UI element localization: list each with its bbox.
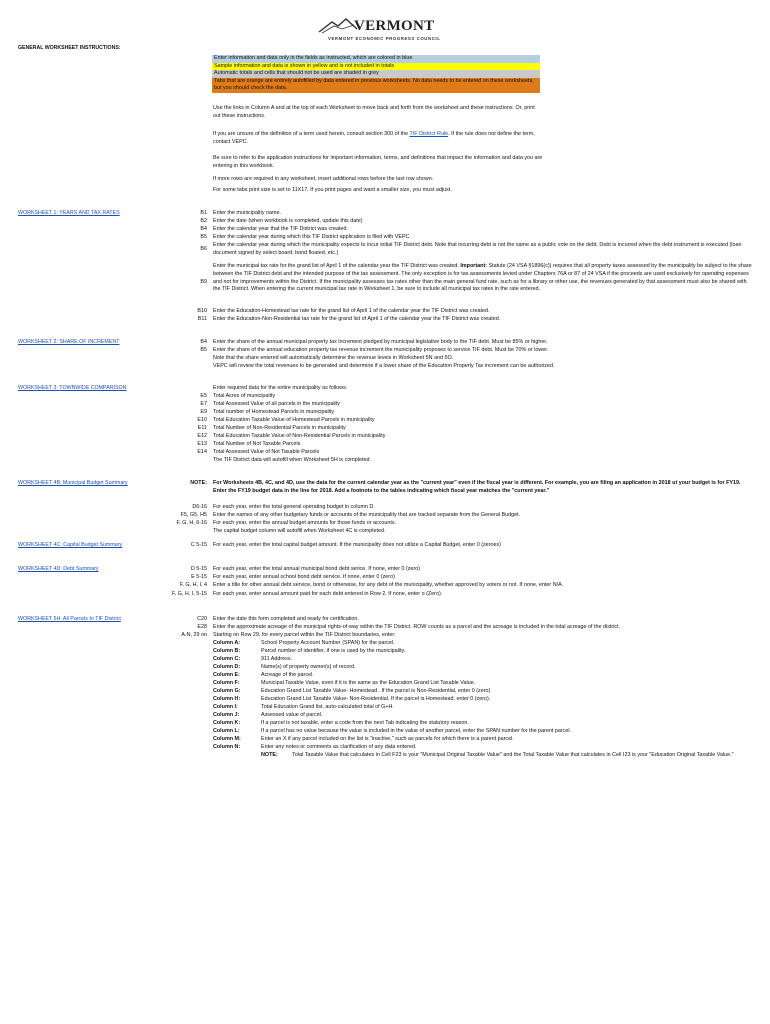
column-label: Column M: (213, 736, 241, 742)
instruction-text: The TIF District data will autofill when Worksheet 5H is completed. (213, 457, 371, 463)
column-desc: Name(s) of property owner(s) of record. (261, 664, 356, 670)
column-desc: If a parcel is not taxable, enter a code from the next Tab indicating the statutory reason. (261, 720, 469, 726)
cell-ref: B11 (197, 316, 207, 322)
cell-ref: A-N, 29 on (181, 632, 207, 638)
column-label: Column I: (213, 704, 238, 710)
note-text: Total Taxable Value that calculates in Cell F23 is your "Municipal Original Taxable Value" and the Total Taxable Value that calculates in Cell I23 is your "Education Original Taxable Value." (292, 752, 734, 758)
instruction-text: For each year, enter annual school bond debt service. If none, enter 0 (zero) (213, 574, 395, 580)
column-desc: Education Grand List Taxable Value- Homestead . If the parcel is Non-Residential, enter 0 (zero) (261, 688, 491, 694)
instruction-text: Total Assessed Value of Not Taxable Parcels (213, 449, 320, 455)
instruction-text: Enter the calendar year during which the municipality expects to incur initial TIF District debt. Note that incurring debt is not the same as a public vote on the debt. Debt is incurred when the debt instrument is executed (loan document signed by select board; bond floated, etc.) (213, 242, 742, 256)
cell-ref: B4 (200, 339, 207, 345)
column-desc: School Property Account Number (SPAN) for the parcel. (261, 640, 395, 646)
column-label: Column E: (213, 672, 240, 678)
instruction-links: Use the links in Column A and at the top of each Worksheet to move back and forth from the worksheet and these instructions. Or, print out these instructions. (213, 105, 535, 119)
instruction-text: Starting on Row 29, for every parcel within the TIF District boundaries, enter: (213, 632, 396, 638)
instruction-text: For each year, enter the total capital budget amount. If the municipality does not utilize a Capital Budget, enter 0 (zeroes) (213, 542, 501, 548)
tif-district-rule-link[interactable]: TIF District Rule (409, 131, 449, 137)
instruction-text: Enter the municipal tax rate for the grand list of April 1 of the calendar year the TIF District was created. Important: Statute (24 VSA §1896(c)) requires that all property taxes assessed by the municipality be subject to the share between the TIF District debt and the intended purpose of the tax assessment. The only exception is for tax assessments levied under Chapters 76A or 87 of 24 VSA if the proceeds are used exclusively for operating expenses and not for improvements within the District. If the municipality assesses tax rates other than the main general fund rate, such as for a library or other use, the revenues generated by that assessment must also be shared with the TIF District. When entering the current municipal tax rate in Worksheet 1, be sure to include all municipal tax rates in the rate entered. (213, 263, 752, 293)
cell-ref: E11 (197, 425, 207, 431)
instruction-text: For each year, enter the total general operating budget in column D. (213, 504, 375, 510)
cell-ref: E13 (197, 441, 207, 447)
cell-ref: F, G, H, 6-16 (176, 520, 207, 526)
instruction-text: For each year, enter the total annual municipal bond debt serice. If none, enter 0 (zero) (213, 566, 421, 572)
instruction-application: Be sure to refer to the application instructions for important information, terms, and definitions that impact the information and data you are entering in this workbook. (213, 155, 543, 169)
legend-blue: Enter information and data only in the fields as instructed, which are colored in blue (212, 55, 540, 63)
column-label: Column K: (213, 720, 241, 726)
instruction-text: Enter the calendar year during which this TIF District application is filed with VEPC. (213, 234, 411, 240)
cell-ref: B9 (200, 279, 207, 285)
cell-ref: B5 (200, 347, 207, 353)
cell-ref: E9 (200, 409, 207, 415)
cell-ref: E 5-15 (191, 574, 207, 580)
instruction-text: Total number of Homestead Parcels in municipality (213, 409, 335, 415)
instruction-text: Total Number of Not Taxable Parcels (213, 441, 301, 447)
mountain-icon (318, 16, 358, 34)
column-desc: 911 Address. (261, 656, 293, 662)
column-label: Column J: (213, 712, 240, 718)
cell-ref: E14 (197, 449, 207, 455)
legend-grey: Automatic totals and cells that should not be used are shaded in grey (212, 70, 540, 78)
cell-ref: D 5-15 (190, 566, 207, 572)
instruction-text: Enter required data for the entire municipality as follows: (213, 385, 348, 391)
column-desc: Acreage of the parcel. (261, 672, 314, 678)
instruction-text: Enter the share of the annual education property tax revenue increment the municipality proposes to service TIF debt. Must be 70% or lower. (213, 347, 549, 353)
instruction-text: Enter the Education-Homestead tax rate for the grand list of April 1 of the calendar year the TIF District was created. (213, 308, 490, 314)
column-label: Column L: (213, 728, 240, 734)
column-label: Column N: (213, 744, 241, 750)
instruction-text: Total Education Taxable Value of Homestead Parcels in municipality (213, 417, 375, 423)
instruction-text: Enter the calendar year that the TIF District was created. (213, 226, 349, 232)
column-desc: Enter any notes or comments as clarification of any data entered. (261, 744, 417, 750)
color-legend (212, 55, 540, 93)
note-label: NOTE: (190, 480, 207, 486)
note-label: NOTE: (261, 752, 278, 758)
note-text: For Worksheets 4B, 4C, and 4D, use the data for the current calendar year as the "current year" even if the fiscal year is different. For example, you are filing an application in 2018 ut your budget is for FY19. Enter the FY19 budget data in the line for 2018. Add a footnote to the tables indicating which fiscal year matches the "current year." (213, 480, 741, 494)
cell-ref: F, G, H, I, 5-15 (171, 591, 207, 597)
worksheet-5h-link[interactable]: WORKSHEET 5H: All Parcels In TIF District (18, 616, 121, 622)
instruction-text: The capital budget column will autofill when Worksheet 4C is completed. (213, 528, 386, 534)
instruction-text: Enter the Education-Non-Residential tax rate for the grand list of April 1 of the calendar year the TIF District was created. (213, 316, 501, 322)
cell-ref: E5 (200, 393, 207, 399)
column-label: Column C: (213, 656, 241, 662)
general-instructions-title: GENERAL WORKSHEET INSTRUCTIONS: (18, 45, 121, 51)
column-desc: Parcel number of identifier, if one is used by the municipality. (261, 648, 406, 654)
instruction-text: Total Acres of municipality (213, 393, 276, 399)
cell-ref: C20 (197, 616, 207, 622)
cell-ref: B1 (200, 210, 207, 216)
cell-ref: B10 (197, 308, 207, 314)
logo-name: VERMONT (354, 18, 435, 34)
worksheet-4c-link[interactable]: WORKSHEET 4C: Capital Budget Summary (18, 542, 123, 548)
column-label: Column A: (213, 640, 241, 646)
cell-ref: F5, G5, H5 (180, 512, 207, 518)
worksheet-1-link[interactable]: WORKSHEET 1: YEARS AND TAX RATES (18, 210, 120, 216)
column-desc: Assessed value of parcel. (261, 712, 323, 718)
column-label: Column G: (213, 688, 241, 694)
instruction-text: Enter the approximate acreage of the municipal rights-of-way within the TIF District. ROW counts as a parcel and the acreage is included in the total acreage of the district. (213, 624, 621, 630)
instruction-text: Enter the date this form completed and ready for certification. (213, 616, 359, 622)
column-label: Column D: (213, 664, 241, 670)
instruction-text: For each year, enter annual amount paid for each debt entered in Row 2. If none, enter o (Zero). (213, 591, 443, 597)
cell-ref: B5 (200, 234, 207, 240)
column-label: Column B: (213, 648, 241, 654)
instruction-text: Enter the date (when workbook is completed, update this date) (213, 218, 363, 224)
instruction-text: Note that the share entered will automatically determine the revenue levels in Worksheet 5N and 5O. (213, 355, 454, 361)
column-desc: Enter an X if any parcel included on the list is "inactive," such as parcels for which there is a parent parcel. (261, 736, 514, 742)
legend-orange: Tabs that are orange are entirely autofilled by data entered in previous worksheets. No data needs to be entered on these worksheets, but you should check the data. (212, 78, 540, 93)
column-desc: If a parcel has no value because the value is included in the value of another parcel, enter the SPAN number for the parent parcel. (261, 728, 572, 734)
instruction-text: Enter the names of any other budgetary funds or accounts of the municipality that are tracked separate from the General Budget. (213, 512, 521, 518)
cell-ref: E7 (200, 401, 207, 407)
logo-subtitle: VERMONT ECONOMIC PROGRESS COUNCIL (328, 36, 441, 41)
instruction-text: Total Number of Non-Residential Parcels in municipality (213, 425, 346, 431)
legend-yellow: Sample information and data is shown in yellow and is not included in totals (212, 63, 540, 71)
instruction-text: VEPC will review the total revenues to be generated and determine if a lower share of the Education Property Tax increment can be authorized. (213, 363, 555, 369)
vermont-logo (318, 14, 448, 44)
column-desc: Municipal Taxable Value, even if it is the same as the Education Grand List Taxable Value. (261, 680, 476, 686)
cell-ref: E28 (197, 624, 207, 630)
column-label: Column F: (213, 680, 240, 686)
instruction-text: Enter the share of the annual municipal property tax increment pledged by municipal legislative body to the TIF debt. Must be 85% or higher. (213, 339, 548, 345)
cell-ref: E12 (197, 433, 207, 439)
instruction-text: Enter the municipality name. (213, 210, 282, 216)
cell-ref: B2 (200, 218, 207, 224)
cell-ref: B4 (200, 226, 207, 232)
instruction-text: Total Education Taxable Value of Non-Residential Parcels in municipality (213, 433, 386, 439)
cell-ref: E10 (197, 417, 207, 423)
instruction-text: For each year, enter the annual budget amounts for those funds or accounts. (213, 520, 397, 526)
column-desc: Education Grand List Taxable Value- Non-Residential. If the parcel is Homestead, enter 0 (zero). (261, 696, 491, 702)
cell-ref: D6-16 (192, 504, 207, 510)
cell-ref: C 5-15 (190, 542, 207, 548)
cell-ref: B6 (200, 246, 207, 252)
instruction-rows: If more rows are required in any worksheet, insert additional rows before the last row shown. (213, 176, 434, 182)
instruction-text: Enter a title for other annual debt service, bond or otherwise, for any debt of the municipality, whether approved by voters or not. If none, enter N/A. (213, 582, 564, 588)
worksheet-3-link[interactable]: WORKSHEET 3: TOWNWIDE COMPARISON (18, 385, 127, 391)
instruction-text: Total Assessed Value of all parcels in the municipality (213, 401, 340, 407)
worksheet-2-link[interactable]: WORKSHEET 2: SHARE OF INCREMENT (18, 339, 120, 345)
instruction-print: For some tabs print size is set to 11X17. If you print pages and want a smaller size, you must adjust. (213, 187, 452, 193)
worksheet-4b-link[interactable]: WORKSHEET 4B: Municipal Budget Summary (18, 480, 128, 486)
instruction-definitions: If you are unsure of the definition of a term used herein, consult section 300 of the TIF District Rule. If the rule does not define the term, contact VEPC. (213, 131, 535, 145)
cell-ref: F, G, H, I, 4 (179, 582, 207, 588)
worksheet-4d-link[interactable]: WORKSHEET 4D: Debt Summary (18, 566, 99, 572)
column-desc: Total Education Grand list, auto-calculated total of G+H. (261, 704, 394, 710)
column-label: Column H: (213, 696, 241, 702)
